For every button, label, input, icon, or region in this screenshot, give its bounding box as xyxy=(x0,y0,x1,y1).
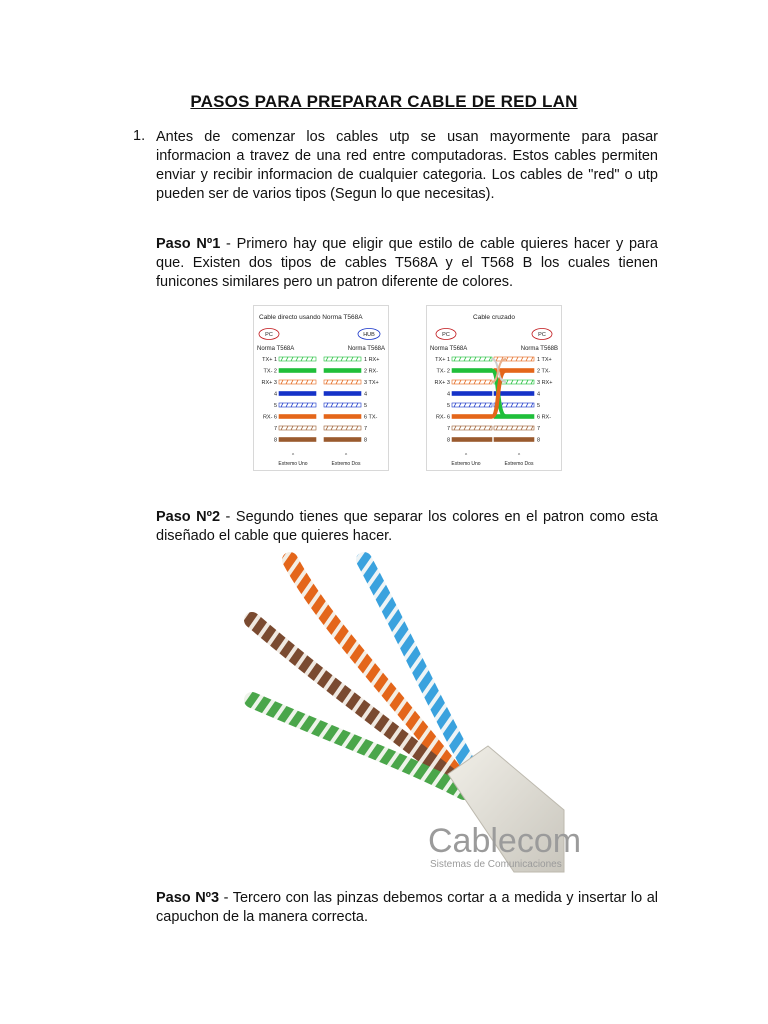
right-pin-label: 6 TX- xyxy=(364,414,378,421)
wire-right xyxy=(324,369,361,373)
left-pin-label: RX- 6 xyxy=(435,414,450,421)
left-pin-label: 4 xyxy=(273,391,277,398)
wire-left xyxy=(279,392,316,396)
end-left-label: Extremo Uno xyxy=(451,461,481,467)
left-pin-label: 5 xyxy=(446,403,450,409)
left-norm-label: Norma T568A xyxy=(257,346,295,352)
wire-right xyxy=(494,415,534,419)
wire-right xyxy=(324,438,361,442)
wire-left xyxy=(279,369,316,373)
step-2-paragraph xyxy=(156,508,658,546)
left-pin-label: 4 xyxy=(446,391,450,398)
left-pin-label: 5 xyxy=(273,403,277,409)
step-1-text: - Primero hay que eligir que estilo de cable quieres hacer y para que. Existen dos tipos de cables T568A y el T568 B los cuales tienen funicones similares pero un patron diferente de colores. xyxy=(156,236,658,290)
left-norm-label: Norma T568A xyxy=(430,346,468,352)
right-pin-label: 4 xyxy=(537,391,541,398)
wire-right xyxy=(324,392,361,396)
wire-left xyxy=(452,415,492,419)
end-right-label: Extremo Dos xyxy=(331,461,361,467)
left-pin-label: 8 xyxy=(446,437,450,444)
wire-left xyxy=(279,438,316,442)
right-pin-label: 3 TX+ xyxy=(364,380,379,386)
right-pin-label: 1 TX+ xyxy=(537,357,552,363)
diagram-title: Cable cruzado xyxy=(473,314,515,321)
right-pin-label: 5 xyxy=(364,403,368,409)
cablecom-logo xyxy=(428,822,581,870)
right-pin-label: 8 xyxy=(364,437,368,444)
right-pin-label: 2 TX- xyxy=(537,368,551,375)
left-pin-label: TX+ 1 xyxy=(262,357,277,363)
utp-cable-photo xyxy=(252,560,582,872)
svg-text:^: ^ xyxy=(291,453,295,459)
wire-left xyxy=(452,392,492,396)
direct-cable-diagram xyxy=(253,305,389,471)
step-1-label: Paso Nº1 xyxy=(156,236,221,252)
diagram-title: Cable directo usando Norma T568A xyxy=(259,314,363,321)
left-device-label: PC xyxy=(442,332,450,338)
crossover-cable-diagram xyxy=(426,305,562,471)
right-norm-label: Norma T568B xyxy=(520,346,558,352)
wire-right xyxy=(494,369,534,373)
step-2-label: Paso Nº2 xyxy=(156,509,221,525)
left-pin-label: TX+ 1 xyxy=(435,357,450,363)
left-pin-label: 7 xyxy=(273,426,277,432)
left-pin-label: RX+ 3 xyxy=(261,380,277,386)
svg-text:^: ^ xyxy=(344,453,348,459)
right-device-label: PC xyxy=(538,332,546,338)
right-pin-label: 4 xyxy=(364,391,368,398)
logo-text: Cablecom xyxy=(428,822,582,860)
intro-paragraph: Antes de comenzar los cables utp se usan mayormente para pasar informacion a travez de una red entre computadoras. Estos cables permiten enviar y recibir informacion de cualquier categoria. Los cables de "red" o utp pueden ser de varios tipos (Segun lo que necesitas). xyxy=(156,129,658,202)
right-pin-label: 7 xyxy=(364,426,368,432)
wire-right xyxy=(494,438,534,442)
left-pin-label: RX+ 3 xyxy=(434,380,450,386)
logo-subtext: Sistemas de Comunicaciones xyxy=(430,859,562,870)
end-left-label: Extremo Uno xyxy=(278,461,308,467)
right-pin-label: 2 RX- xyxy=(364,368,379,375)
svg-text:^: ^ xyxy=(464,453,468,459)
left-device-label: PC xyxy=(265,332,273,338)
right-pin-label: 6 RX- xyxy=(537,414,552,421)
left-pin-label: 8 xyxy=(273,437,277,444)
wire-left xyxy=(279,415,316,419)
wire-right xyxy=(324,415,361,419)
left-pin-label: TX- 2 xyxy=(436,368,450,375)
document-title: PASOS PARA PREPARAR CABLE DE RED LAN xyxy=(190,92,578,111)
step-3-paragraph xyxy=(156,889,658,927)
step-3-text: - Tercero con las pinzas debemos cortar a a medida y insertar lo al capuchon de la manera correcta. xyxy=(156,890,658,925)
step-3-label: Paso Nº3 xyxy=(156,890,220,906)
right-pin-label: 8 xyxy=(537,437,541,444)
end-right-label: Extremo Dos xyxy=(504,461,534,467)
left-pin-label: RX- 6 xyxy=(262,414,277,421)
right-norm-label: Norma T568A xyxy=(347,346,385,352)
left-pin-label: TX- 2 xyxy=(263,368,277,375)
right-pin-label: 5 xyxy=(537,403,541,409)
wire-left xyxy=(452,369,492,373)
step-1-paragraph xyxy=(156,235,658,292)
wire-left xyxy=(452,438,492,442)
left-pin-label: 7 xyxy=(446,426,450,432)
right-pin-label: 7 xyxy=(537,426,541,432)
right-device-label: HUB xyxy=(363,332,375,338)
svg-text:^: ^ xyxy=(517,453,521,459)
right-pin-label: 1 RX+ xyxy=(364,357,380,363)
step-2-text: - Segundo tienes que separar los colores en el patron como esta diseñado el cable que quieres hacer. xyxy=(156,509,658,544)
list-item-number: 1. xyxy=(133,128,146,144)
right-pin-label: 3 RX+ xyxy=(537,380,553,386)
